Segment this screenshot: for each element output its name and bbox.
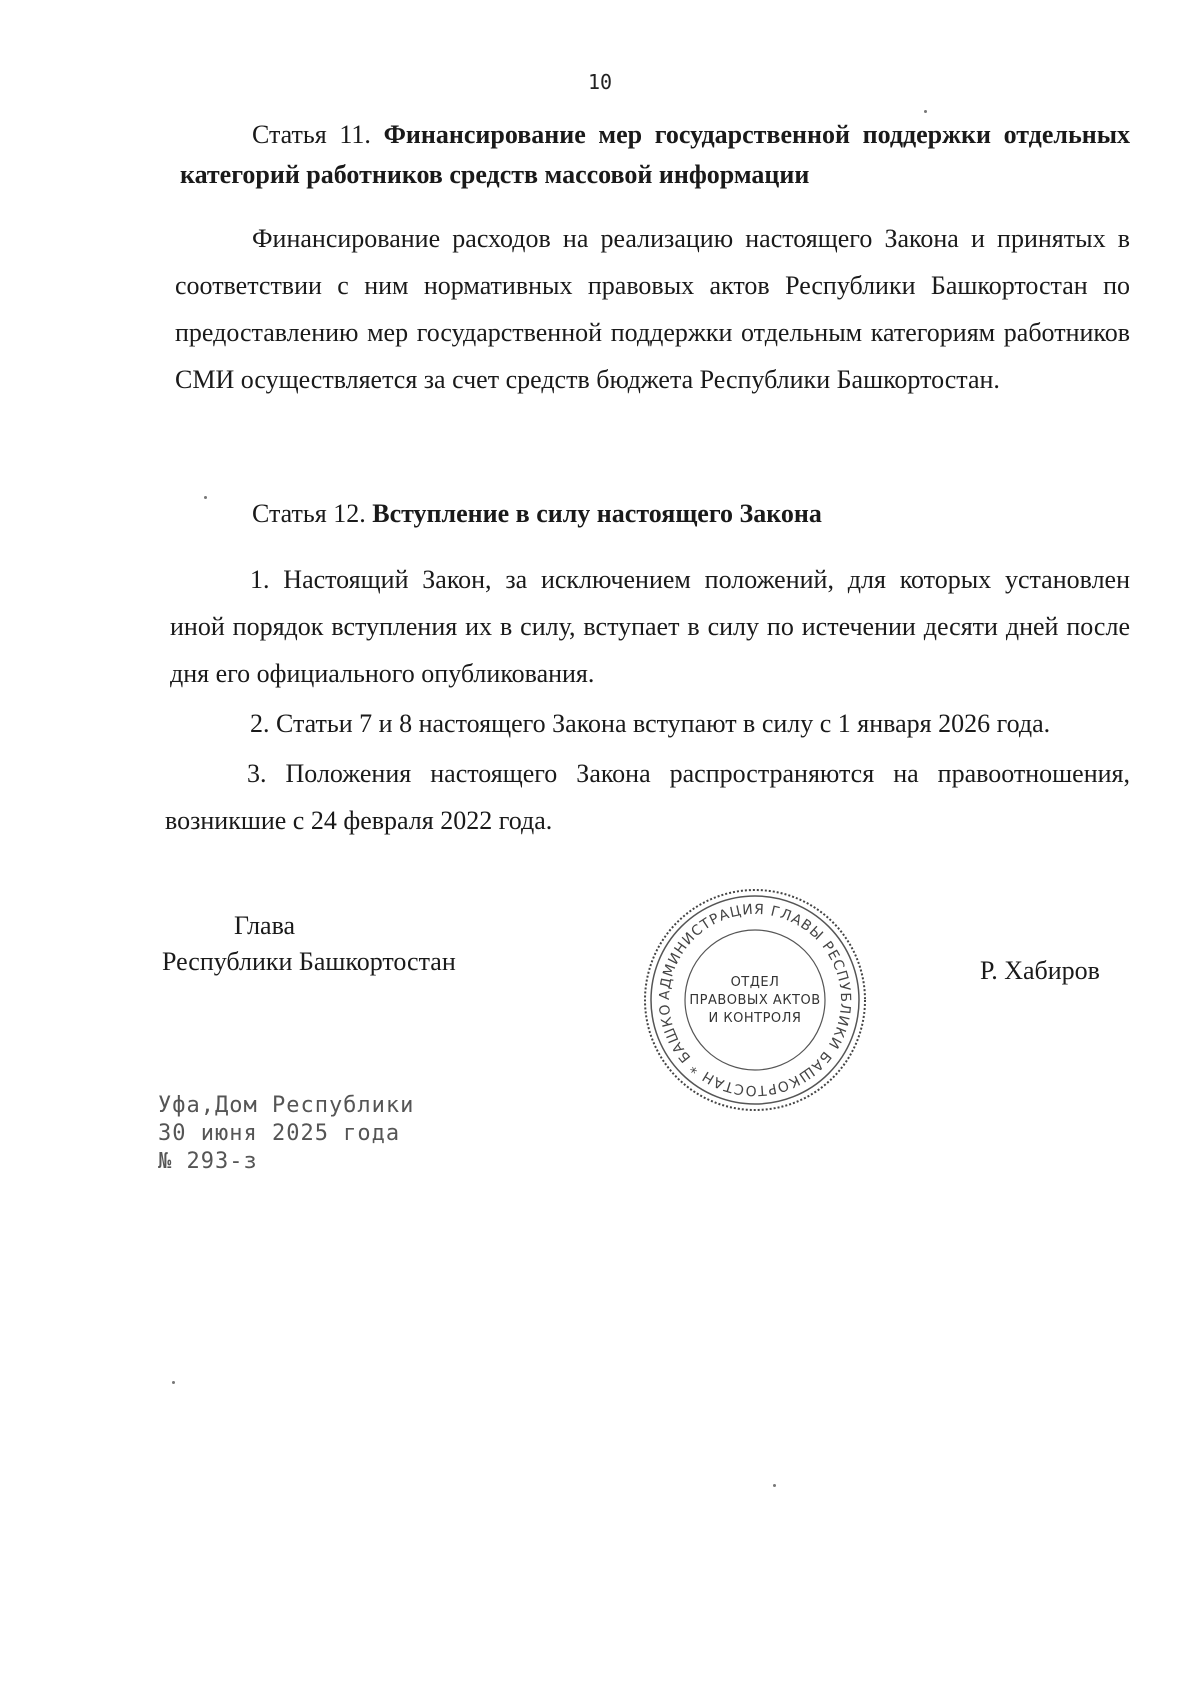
scan-speck [172, 1381, 175, 1384]
article-12-item-3: 3. Положения настоящего Закона распространяются на правоотношения, возникшие с 24 февраля 2022 года. [165, 759, 1130, 835]
article-12-heading [252, 494, 1052, 534]
page-number: 10 [587, 70, 613, 94]
seal-center-line2: ПРАВОВЫХ АКТОВ [689, 993, 821, 1008]
article-12-title: Вступление в силу настоящего Закона [372, 499, 822, 528]
seal-ring-text: АДМИНИСТРАЦИЯ ГЛАВЫ РЕСПУБЛИКИ БАШКОРТОСТАН * БАШКО [656, 901, 854, 1099]
registration-stamp [158, 1092, 414, 1176]
scan-speck [773, 1484, 776, 1487]
signatory-position [162, 908, 456, 980]
stamp-place: Уфа,Дом Республики [158, 1093, 415, 1118]
signatory-position-line2: Республики Башкортостан [162, 947, 456, 976]
official-seal [640, 885, 870, 1115]
seal-center-line1: ОТДЕЛ [730, 975, 780, 990]
article-11-title: Финансирование мер государственной поддержки отдельных категорий работников средств массовой информации [180, 120, 1130, 189]
scan-speck [204, 496, 207, 499]
article-12-item-2: 2. Статьи 7 и 8 настоящего Закона вступают в силу с 1 января 2026 года. [250, 709, 1051, 738]
article-12-item-1: 1. Настоящий Закон, за исключением положений, для которых установлен иной порядок вступления их в силу, вступает в силу по истечении десяти дней после дня его официального опубликования. [170, 565, 1130, 688]
seal-center-line3: И КОНТРОЛЯ [708, 1011, 802, 1026]
article-11-text: Финансирование расходов на реализацию настоящего Закона и принятых в соответствии с ним нормативных правовых актов Республики Башкортостан по предоставлению мер государственной поддержки отдельным категориям работников СМИ осуществляется за счет средств бюджета Республики Башкортостан. [175, 224, 1130, 394]
svg-text:АДМИНИСТРАЦИЯ ГЛАВЫ РЕСПУБЛИКИ [640, 885, 853, 1098]
stamp-number: № 293-з [158, 1149, 258, 1174]
signatory-name: Р. Хабиров [980, 956, 1100, 985]
scan-speck [924, 110, 927, 113]
article-12-number: Статья 12. [252, 499, 366, 528]
article-11-number: Статья 11. [252, 120, 371, 149]
signatory-position-line1: Глава [234, 911, 296, 940]
article-11-heading [180, 115, 1130, 195]
stamp-date: 30 июня 2025 года [158, 1121, 401, 1146]
